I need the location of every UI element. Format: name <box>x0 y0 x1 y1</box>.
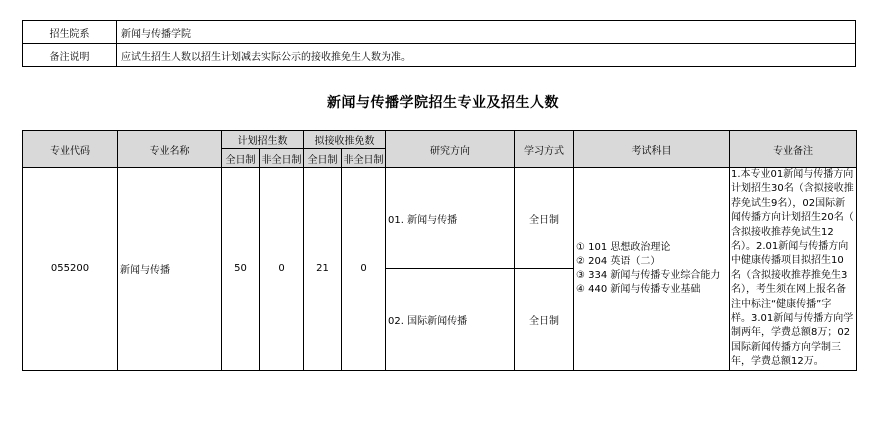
header-exam: 考试科目 <box>574 131 730 168</box>
header-code: 专业代码 <box>23 131 118 168</box>
remark-line: 中健康传播项目拟招生10 <box>731 255 844 267</box>
study-mode-1: 全日制 <box>515 168 574 269</box>
header-direction: 研究方向 <box>386 131 515 168</box>
direction-2: 02. 国际新闻传播 <box>386 269 515 370</box>
remark-line: 名（含拟接收推荐推免生3 <box>731 269 848 281</box>
remark-line: 计划招生30名（含拟接收推 <box>731 183 854 195</box>
remark-line: 名）。2.01新闻与传播方向 <box>731 241 849 253</box>
header-plan-full: 全日制 <box>222 149 260 168</box>
exam-subjects <box>574 168 730 371</box>
major-code: 055200 <box>23 168 118 371</box>
note-label: 备注说明 <box>23 44 117 67</box>
remark-line: 闻传播方向计划招生20名（ <box>731 212 854 224</box>
table-row <box>23 168 857 269</box>
major-remarks <box>730 168 857 371</box>
header-row-1 <box>23 131 857 149</box>
dept-label: 招生院系 <box>23 21 117 44</box>
exam-subject: ② 204 英语（二） <box>576 255 661 267</box>
remark-line: 国际新闻传播方向学制三 <box>731 341 841 353</box>
study-mode-2: 全日制 <box>515 269 574 370</box>
remark-line: 荐免试生9名），02国际新 <box>731 197 846 209</box>
exam-subject: ④ 440 新闻与传播专业基础 <box>576 283 701 295</box>
exam-subject: ③ 334 新闻与传播专业综合能力 <box>576 269 721 281</box>
note-value: 应试生招生人数以招生计划减去实际公示的接收推免生人数为准。 <box>117 44 856 67</box>
header-plan-part: 非全日制 <box>260 149 304 168</box>
plan-full-count: 50 <box>222 168 260 371</box>
dept-row <box>23 21 856 44</box>
enrollment-table <box>22 130 857 371</box>
header-remarks: 专业备注 <box>730 131 857 168</box>
header-plan: 计划招生数 <box>222 131 304 149</box>
remark-line: 名），考生须在网上报名备 <box>731 284 846 296</box>
plan-part-count: 0 <box>260 168 304 371</box>
remark-line: 样。3.01新闻与传播方向学 <box>731 313 854 325</box>
exempt-part-count: 0 <box>342 168 386 371</box>
note-row <box>23 44 856 67</box>
header-study-mode: 学习方式 <box>515 131 574 168</box>
exempt-full-count: 21 <box>304 168 342 371</box>
header-exempt-part: 非全日制 <box>342 149 386 168</box>
remark-line: 1.本专业01新闻与传播方向 <box>731 169 854 180</box>
header-name: 专业名称 <box>118 131 222 168</box>
remark-line: 年，学费总额12万。 <box>731 356 824 368</box>
info-table <box>22 20 856 67</box>
dept-value: 新闻与传播学院 <box>117 21 856 44</box>
direction-1: 01. 新闻与传播 <box>386 168 515 269</box>
major-name: 新闻与传播 <box>118 168 222 371</box>
header-exempt-full: 全日制 <box>304 149 342 168</box>
remark-line: 含拟接收推荐免试生12 <box>731 226 834 238</box>
remark-line: 制两年，学费总额8万；02 <box>731 327 851 339</box>
page-title: 新闻与传播学院招生专业及招生人数 <box>327 95 559 111</box>
header-exempt: 拟接收推免数 <box>304 131 386 149</box>
exam-subject: ① 101 思想政治理论 <box>576 241 671 253</box>
remark-line: 注中标注“健康传播”字 <box>731 298 832 310</box>
